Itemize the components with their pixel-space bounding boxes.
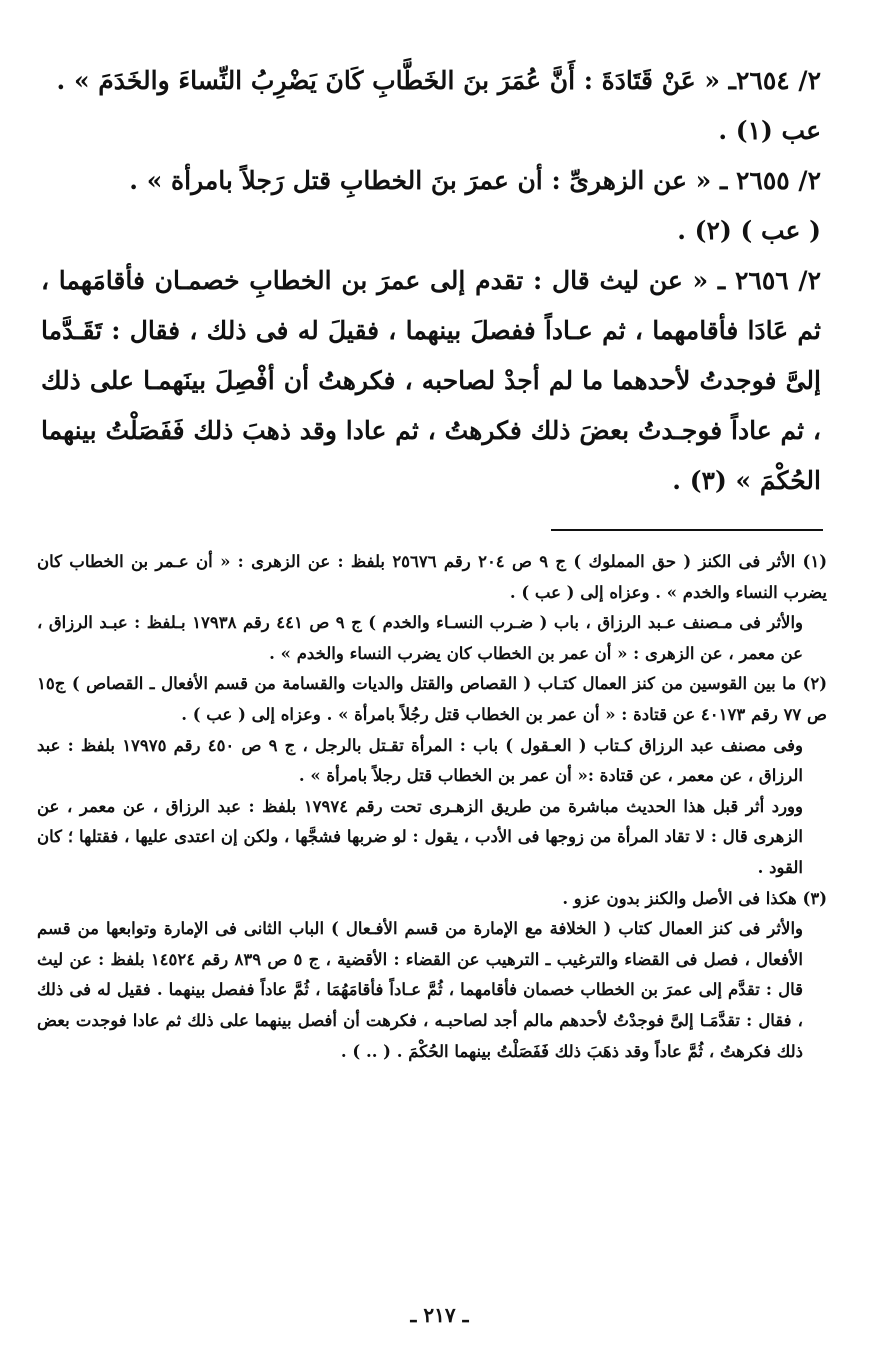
hadith-2655-reference: ( عب ) (٢) . xyxy=(677,216,821,245)
footnote-2-note: وورد أثر قبل هذا الحديث مباشرة من طريق الزهـرى تحت رقم ١٧٩٧٤ بلفظ : عبد الرزاق ، عن معمر ، عن الزهرى قال : لا تقاد المرأة من زوجها فى الأدب ، يقول : لو ضربها فشجَّها ، ولكن إن اعتدى عليها ، فقتلها ؛ كان القود . xyxy=(37,796,803,877)
footnote-divider xyxy=(551,529,823,531)
hadith-2654-reference: عب (١) . xyxy=(718,116,821,145)
page-number: ـ ٢١٧ ـ xyxy=(410,1303,469,1327)
hadith-2656: ٢/ ٢٦٥٦ ـ « عن ليث قال : تقدم إلى عمرَ بن الخطابِ خصمـان فأقامَهما ، ثم عَادَا فأقامهما ، ثم عـاداً ففصلَ بينهما ، فقيلَ له فى ذلك ، فقال : تَقَـدَّما إلىَّ فوجدتُ لأحدهما ما لم أجدْ لصاحبه ، فكرهتُ أن أفْصِلَ بينَهمـا على ذلك ، ثم عاداً فوجـدتُ بعضَ ذلك فكرهتُ ، ثم عادا وقد ذهبَ ذلك فَفَصَلْتُ بينهما الحُكْمَ » (٣) . xyxy=(41,266,821,495)
hadith-2654: ٢/ ٢٦٥٤ـ « عَنْ قَتَادَةَ : أَنَّ عُمَرَ بنَ الخَطَّابِ كَانَ يَضْرِبُ النِّساءَ والخَدَمَ » . xyxy=(56,66,821,95)
hadith-2655: ٢/ ٢٦٥٥ ـ « عن الزهرىِّ : أن عمرَ بنَ الخطابِ قتل رَجلاً بامرأة » . xyxy=(129,166,821,195)
footnote-1-continued: والأثر فى مـصنف عـبد الرزاق ، باب ( ضـرب النسـاء والخدم ) ج ٩ ص ٤٤١ رقم ١٧٩٣٨ بـلفظ : عبـد الرزاق ، عن معمر ، عن الزهرى : « أن عمر بن الخطاب كان يضرب النساء والخدم » . xyxy=(37,613,803,663)
footnotes xyxy=(37,547,827,1067)
footnote-2: (٢) ما بين القوسين من كنز العمال كتـاب ( القصاص والقتل والديات والقسامة من قسم الأفعال ـ القصاص ) ج١٥ ص ٧٧ رقم ٤٠١٧٣ عن قتادة : « أن عمر بن الخطاب قتل رجُلاً بامرأة » . وعزاه إلى ( عب ) . xyxy=(37,674,827,724)
footnote-1: (١) الأثر فى الكنز ( حق المملوك ) ج ٩ ص ٢٠٤ رقم ٢٥٦٧٦ بلفظ : عن الزهرى : « أن عـمر بن الخطاب كان يضرب النساء والخدم » . وعزاه إلى ( عب ) . xyxy=(37,552,827,602)
main-text xyxy=(41,56,821,506)
footnote-2-continued: وفى مصنف عبد الرزاق كـتاب ( العـقول ) باب : المرأة تقـتل بالرجل ، ج ٩ ص ٤٥٠ رقم ١٧٩٧٥ بلفظ : عبد الرزاق ، عن معمر ، عن قتادة :« أن عمر بن الخطاب قتل رجلاً بامرأة » . xyxy=(37,735,804,786)
footnote-3: (٣) هكذا فى الأصل والكنز بدون عزو . xyxy=(562,888,827,908)
footnote-3-continued: والأثر فى كنز العمال كتاب ( الخلافة مع الإمارة من قسم الأفـعال ) الباب الثانى فى الإمارة وتوابعها من قسم الأفعال ، فصل فى القضاء والترغيب ـ الترهيب عن القضاء : الأقضية ، ج ٥ ص ٨٣٩ رقم ١٤٥٢٤ بلفظ : عن ليث قال : تقدَّم إلى عمرَ بن الخطاب خصمان فأقامهما ، ثُمَّ عـاداً فأقامَهُمَا ، ثُمَّ عاداً ففصل بينهما . فقيل له فى ذلك ، فقال : تقدَّمَـا إلىَّ فوجدْتُ لأحدهم مالم أجد لصاحبـه ، فكرهت أن أفصل بينهما على ذلك ثم عادا فوجدت بعض ذلك فكرهتُ ، ثُمَّ عاداً وقد ذهَبَ ذلك فَفَصَلْتُ بينهما الحُكْمَ . ( .. ) . xyxy=(37,919,804,1061)
